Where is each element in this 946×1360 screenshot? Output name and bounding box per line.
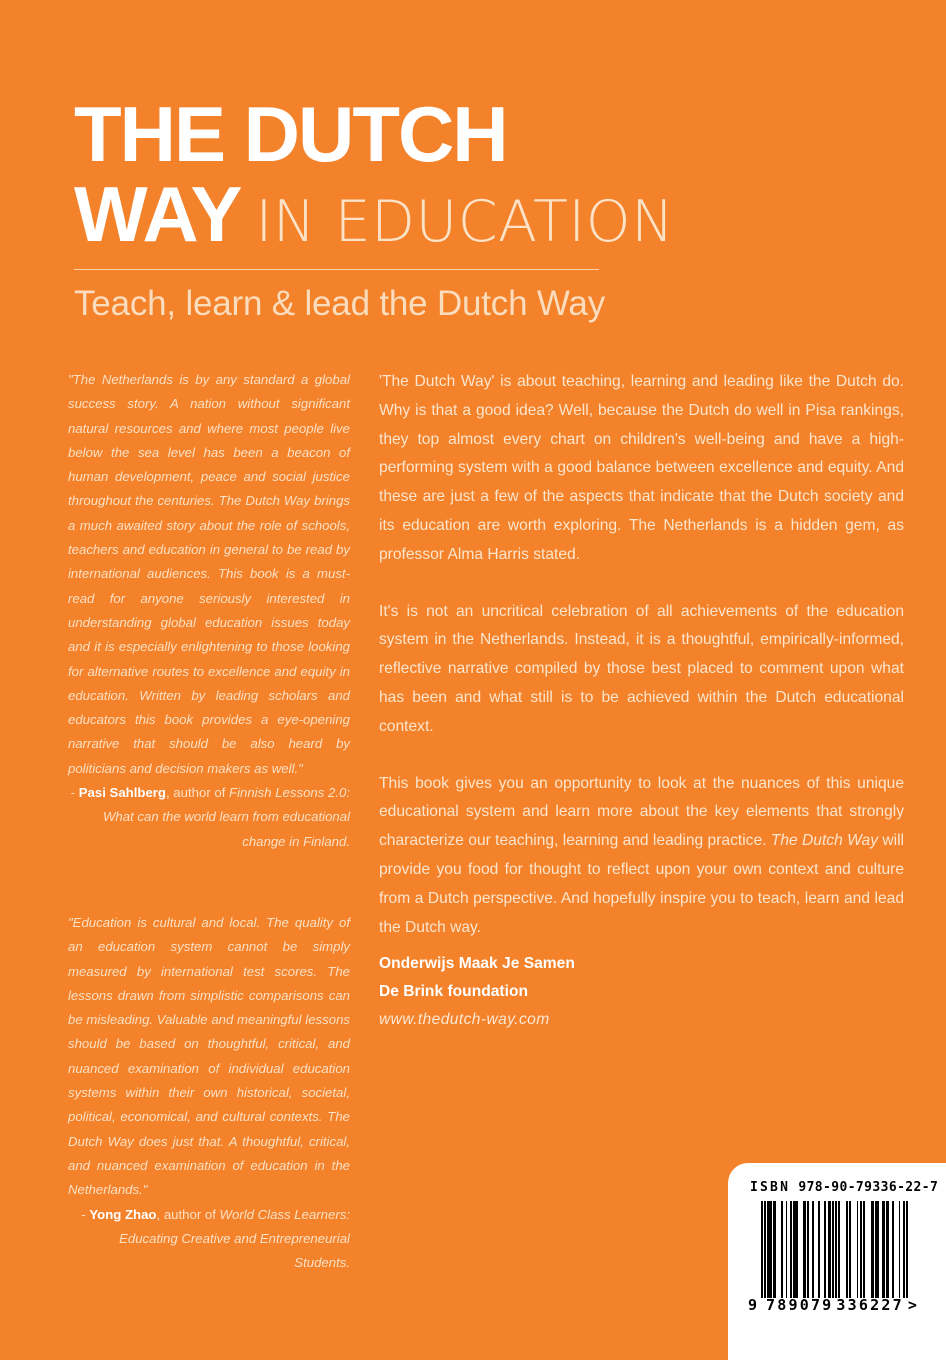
attribution-dash-2: - [81, 1206, 90, 1222]
isbn-barcode-panel [728, 1163, 946, 1360]
title-word-the-dutch: THE DUTCH [74, 90, 507, 178]
attribution-work-1: Finnish Lessons 2.0: What can the world learn from educational change in Finland. [102, 785, 350, 849]
attribution-role-2: , author of [156, 1206, 220, 1222]
title-line-primary [74, 90, 614, 178]
ean-lead-digit: 9 [748, 1296, 758, 1314]
ean-caret-marker: > [907, 1296, 917, 1314]
endorsement-attribution-1 [68, 781, 350, 854]
attribution-role-1: , author of [165, 785, 230, 801]
cover-tagline: Teach, learn & lead the Dutch Way [74, 284, 605, 324]
title-subtitle-in-education: IN EDUCATION [255, 189, 675, 256]
description-paragraph-1: 'The Dutch Way' is about teaching, learning and leading like the Dutch do. Why is that a good idea? Well, because the Dutch do well in Pisa rankings, they top almost every chart on children's well-being and have a high-performing system with a good balance between excellence and equity. And these are just a few of the aspects that indicate that the Dutch society and its education are worth exploring. The Netherlands is a hidden gem, as professor Alma Harris stated. [379, 373, 904, 563]
description-paragraph-3-part-b: will provide you food for thought to reflect upon your own context and culture from a Dutch perspective. And hopefully inspire you to teach, learn and lead the Dutch way. [379, 832, 905, 936]
description-column [379, 368, 904, 942]
ean13-barcode-bars [761, 1201, 908, 1298]
description-paragraph-3-part-a: This book gives you an opportunity to look at the nuances of this unique educational system and learn more about the key elements that strongly characterize our teaching, learning and leading practice. [379, 774, 904, 850]
endorsement-quote-2: "Education is cultural and local. The quality of an education system cannot be simply measured by international test scores. The lessons drawn from simplistic comparisons can be misleading. Valuable and meaningful lessons should be based on thoughtful, critical, and nuanced examination of individual education systems within their own historical, societal, political, economical, and cultural contexts. The Dutch Way does just that. A thoughtful, critical, and nuanced examination of education in the Netherlands." [68, 914, 350, 1198]
ean13-digit-row [748, 1296, 928, 1314]
attribution-author-2: Yong Zhao [89, 1206, 157, 1222]
isbn-label: ISBN [750, 1180, 791, 1195]
isbn-text-line [750, 1180, 938, 1195]
attribution-author-1: Pasi Sahlberg [78, 785, 166, 801]
title-divider-rule [74, 269, 599, 271]
ean-group-2: 336227 [836, 1296, 904, 1314]
publisher-website[interactable]: www.thedutch-way.com [379, 1011, 550, 1028]
publisher-organisation: Onderwijs Maak Je Samen [379, 955, 575, 972]
title-block [74, 90, 675, 324]
description-paragraph-3 [379, 770, 904, 943]
attribution-work-2: World Class Learners: Educating Creative and Entrepreneurial Students. [119, 1206, 350, 1271]
endorsements-column [68, 368, 350, 1275]
description-paragraph-2: It's is not an uncritical celebration of all achievements of the education system in the Netherlands. Instead, it is a thoughtful, empirically-informed, reflective narrative compiled by those best placed to comment upon what has been and what still is to be achieved within the Dutch educational context. [379, 602, 904, 735]
endorsement-spacer [68, 854, 350, 911]
publisher-foundation: De Brink foundation [379, 983, 529, 1000]
title-word-way: WAY [74, 170, 242, 259]
endorsement-attribution-2 [68, 1203, 350, 1276]
title-line-secondary [74, 170, 675, 259]
ean-group-1: 789079 [766, 1296, 834, 1314]
attribution-dash-1: - [70, 785, 79, 801]
publisher-block [379, 950, 809, 1034]
description-book-title-italic: The Dutch Way [770, 832, 879, 850]
endorsement-quote-1: "The Netherlands is by any standard a global success story. A nation without significant natural resources and where most people live below the sea level has been a beacon of human development, peace and social justice throughout the centuries. The Dutch Way brings a much awaited story about the role of schools, teachers and education in general to be read by international audiences. This book is a must-read for anyone seriously interested in understanding global education issues today and it is especially enlightening to those looking for alternative routes to excellence and equity in education. Written by leading scholars and educators this book provides a eye-opening narrative that should be also heard by politicians and decision makers as well." [68, 372, 350, 776]
isbn-number: 978-90-79336-22-7 [798, 1180, 939, 1195]
